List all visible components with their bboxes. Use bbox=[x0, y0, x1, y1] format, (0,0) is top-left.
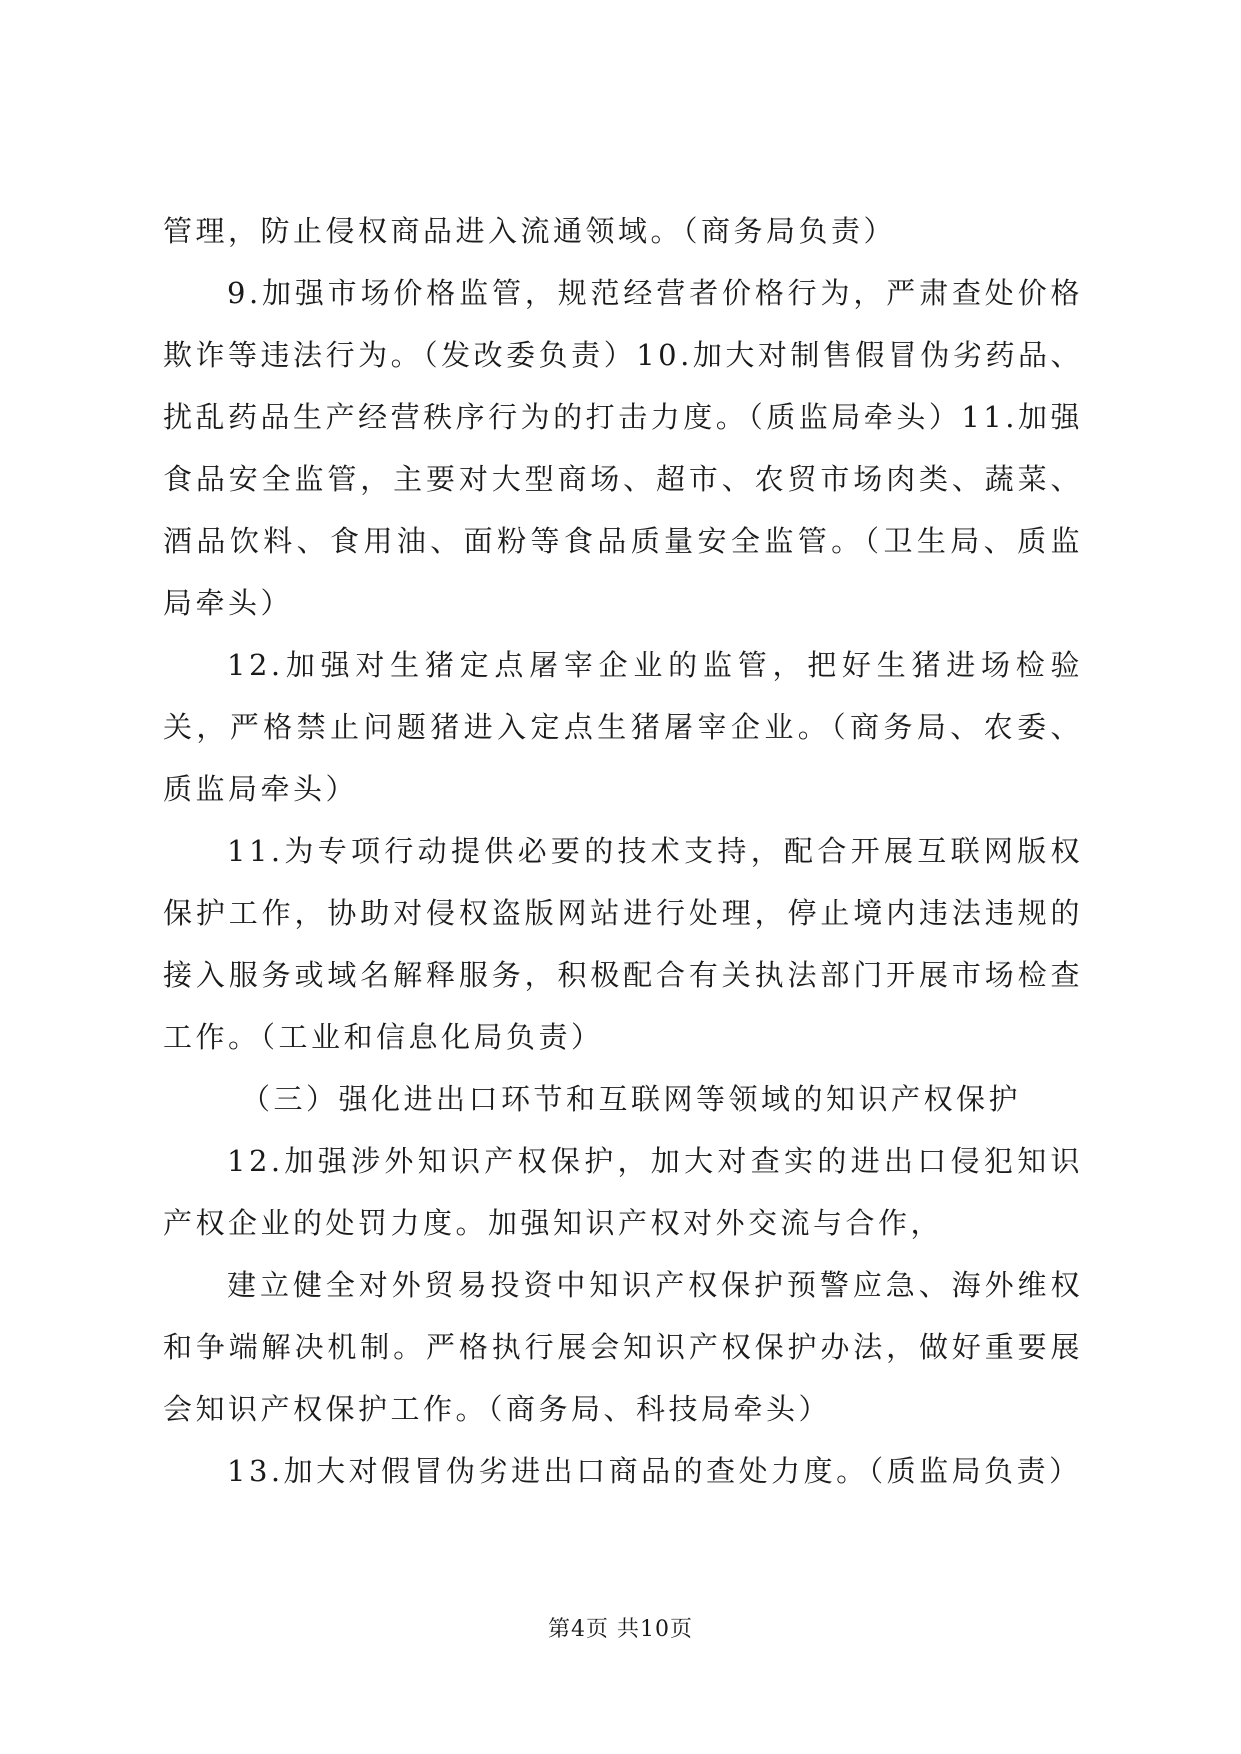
paragraph-mechanism: 建立健全对外贸易投资中知识产权保护预警应急、海外维权和争端解决机制。严格执行展会知识产权保护办法，做好重要展会知识产权保护工作。（商务局、科技局牵头） bbox=[163, 1268, 1083, 1426]
page-number-footer: 第4页 共10页 bbox=[548, 1617, 693, 1642]
paragraph-item-12-foreign: 12.加强涉外知识产权保护，加大对查实的进出口侵犯知识产权企业的处罚力度。加强知识产权对外交流与合作， bbox=[163, 1144, 1083, 1240]
paragraph-item-12-pigs: 12.加强对生猪定点屠宰企业的监管，把好生猪进场检验关，严格禁止问题猪进入定点生猪屠宰企业。（商务局、农委、质监局牵头） bbox=[163, 648, 1083, 806]
paragraph-item-11-internet: 11.为专项行动提供必要的技术支持，配合开展互联网版权保护工作，协助对侵权盗版网站进行处理，停止境内违法违规的接入服务或域名解释服务，积极配合有关执法部门开展市场检查工作。（工业和信息化局负责） bbox=[163, 834, 1083, 1054]
section-heading: （三）强化进出口环节和互联网等领域的知识产权保护 bbox=[241, 1082, 1022, 1116]
paragraph-item-13: 13.加大对假冒伪劣进出口商品的查处力度。（质监局负责） bbox=[227, 1454, 1082, 1488]
document-body bbox=[163, 200, 1083, 1502]
paragraph-item-9: 9.加强市场价格监管，规范经营者价格行为，严肃查处价格欺诈等违法行为。（发改委负责）10.加大对制售假冒伪劣药品、扰乱药品生产经营秩序行为的打击力度。（质监局牵头）11.加强食品安全监管，主要对大型商场、超市、农贸市场肉类、蔬菜、酒品饮料、食用油、面粉等食品质量安全监管。（卫生局、质监局牵头） bbox=[163, 276, 1083, 620]
paragraph-continuation: 管理，防止侵权商品进入流通领域。（商务局负责） bbox=[163, 214, 897, 248]
